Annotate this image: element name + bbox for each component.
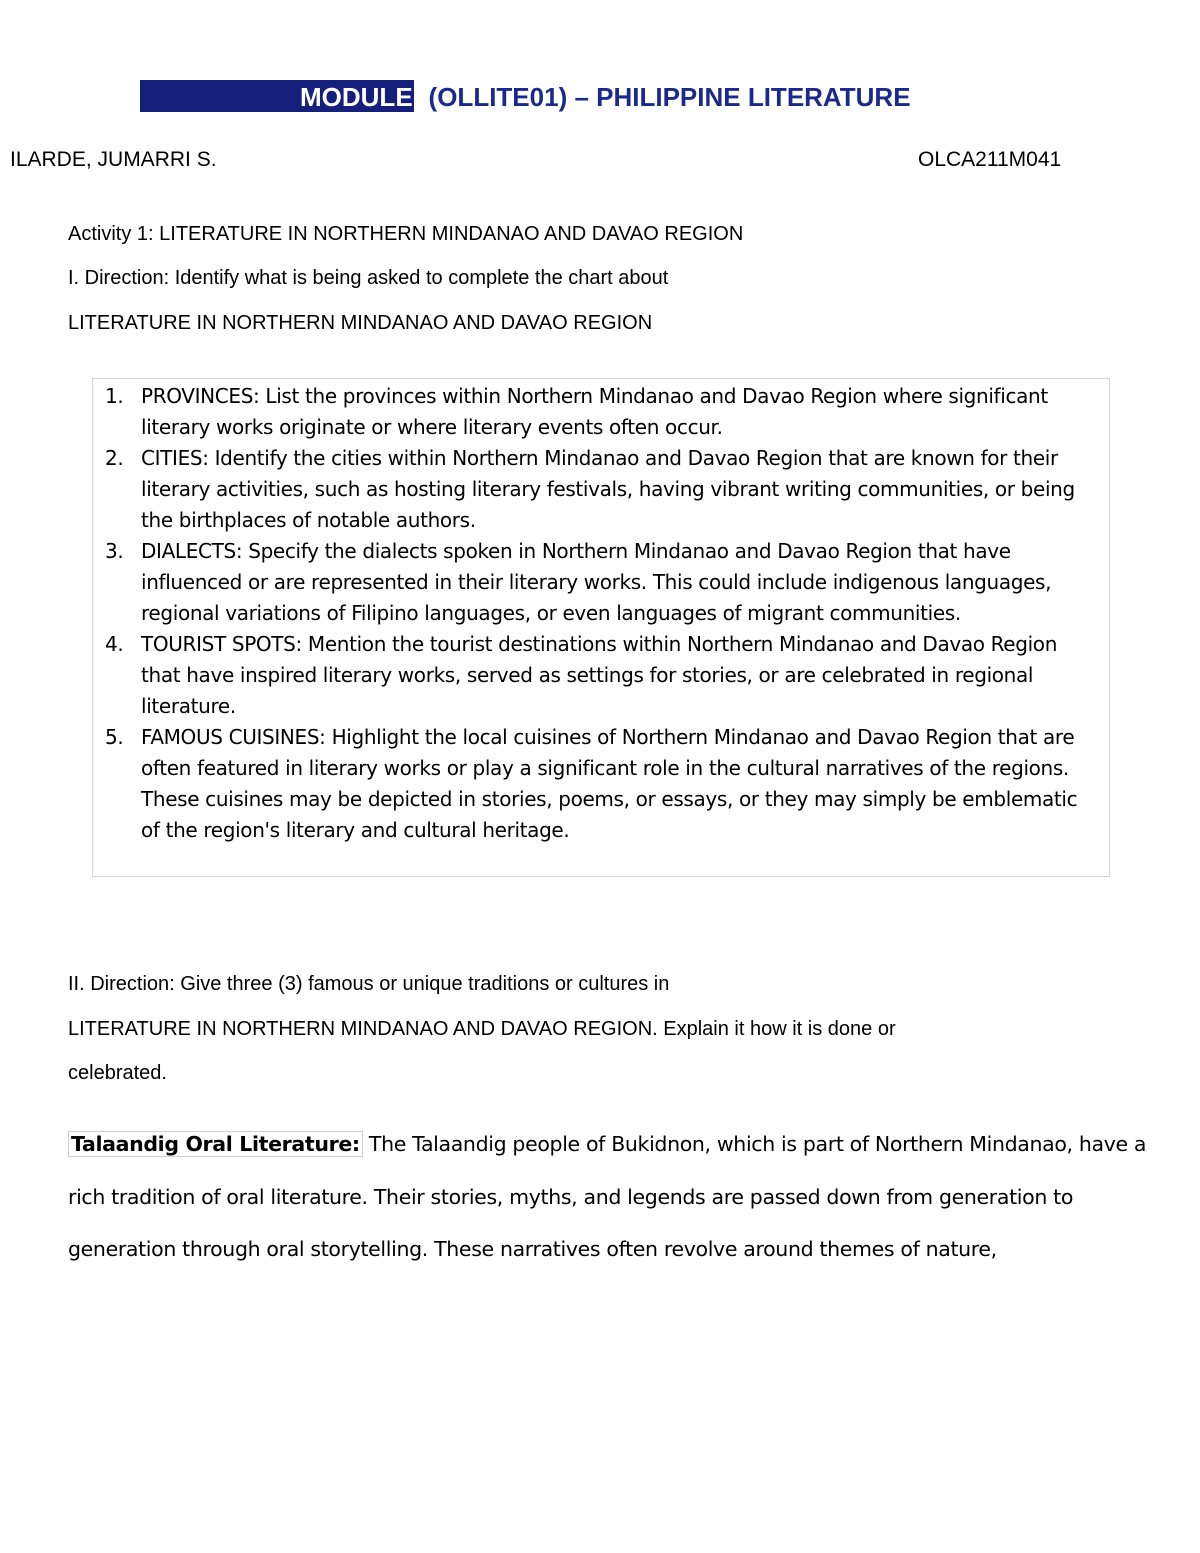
list-number: 4. (105, 632, 124, 656)
answer-body: The Talaandig people of Bukidnon, which is part of Northern Mindanao, have a rich tradition of oral literature. Their stories, myths, and legends are passed down from generation to generation through oral storytelling. These narratives often revolve around themes of nature, (68, 1132, 1147, 1261)
list-item (93, 443, 1093, 536)
answer-heading: Talaandig Oral Literature: (68, 1131, 363, 1157)
chart-list (93, 381, 1093, 846)
list-item (93, 536, 1093, 629)
answer-paragraph (68, 1118, 1148, 1276)
direction-1: I. Direction: Identify what is being asked to complete the chart about (68, 267, 669, 289)
list-item (93, 629, 1093, 722)
module-title (300, 82, 911, 112)
list-text: PROVINCES: List the provinces within Northern Mindanao and Davao Region where significant literary works originate or where literary events often occur. (141, 384, 1048, 439)
direction-2-line-3: celebrated. (68, 1062, 167, 1084)
activity-title: Activity 1: LITERATURE IN NORTHERN MINDANAO AND DAVAO REGION (68, 223, 744, 245)
direction-2: II. Direction: Give three (3) famous or unique traditions or cultures in (68, 973, 670, 995)
list-text: DIALECTS: Specify the dialects spoken in Northern Mindanao and Davao Region that have influenced or are represented in their literary works. This could include indigenous languages, regional variations of Filipino languages, or even languages of migrant communities. (141, 539, 1052, 625)
module-label: MODULE: (300, 82, 422, 112)
list-number: 5. (105, 725, 124, 749)
student-id: OLCA211M041 (918, 148, 1062, 171)
list-text: FAMOUS CUISINES: Highlight the local cuisines of Northern Mindanao and Davao Region that are often featured in literary works or play a significant role in the cultural narratives of the regions. These cuisines may be depicted in stories, poems, or essays, or they may simply be emblematic of the region's literary and cultural heritage. (141, 725, 1078, 842)
direction-1-subject: LITERATURE IN NORTHERN MINDANAO AND DAVAO REGION (68, 312, 653, 334)
list-text: TOURIST SPOTS: Mention the tourist destinations within Northern Mindanao and Davao Region that have inspired literary works, served as settings for stories, or are celebrated in regional literature. (141, 632, 1058, 718)
list-item (93, 381, 1093, 443)
list-number: 2. (105, 446, 124, 470)
student-name: ILARDE, JUMARRI S. (10, 148, 217, 171)
list-item (93, 722, 1093, 846)
chart-box (92, 378, 1110, 877)
list-text: CITIES: Identify the cities within Northern Mindanao and Davao Region that are known for their literary activities, such as hosting literary festivals, having vibrant writing communities, or being the birthplaces of notable authors. (141, 446, 1075, 532)
module-name: (OLLITE01) – PHILIPPINE LITERATURE (421, 82, 911, 112)
list-number: 3. (105, 539, 124, 563)
list-number: 1. (105, 384, 124, 408)
direction-2-line-2: LITERATURE IN NORTHERN MINDANAO AND DAVAO REGION. Explain it how it is done or (68, 1018, 896, 1040)
